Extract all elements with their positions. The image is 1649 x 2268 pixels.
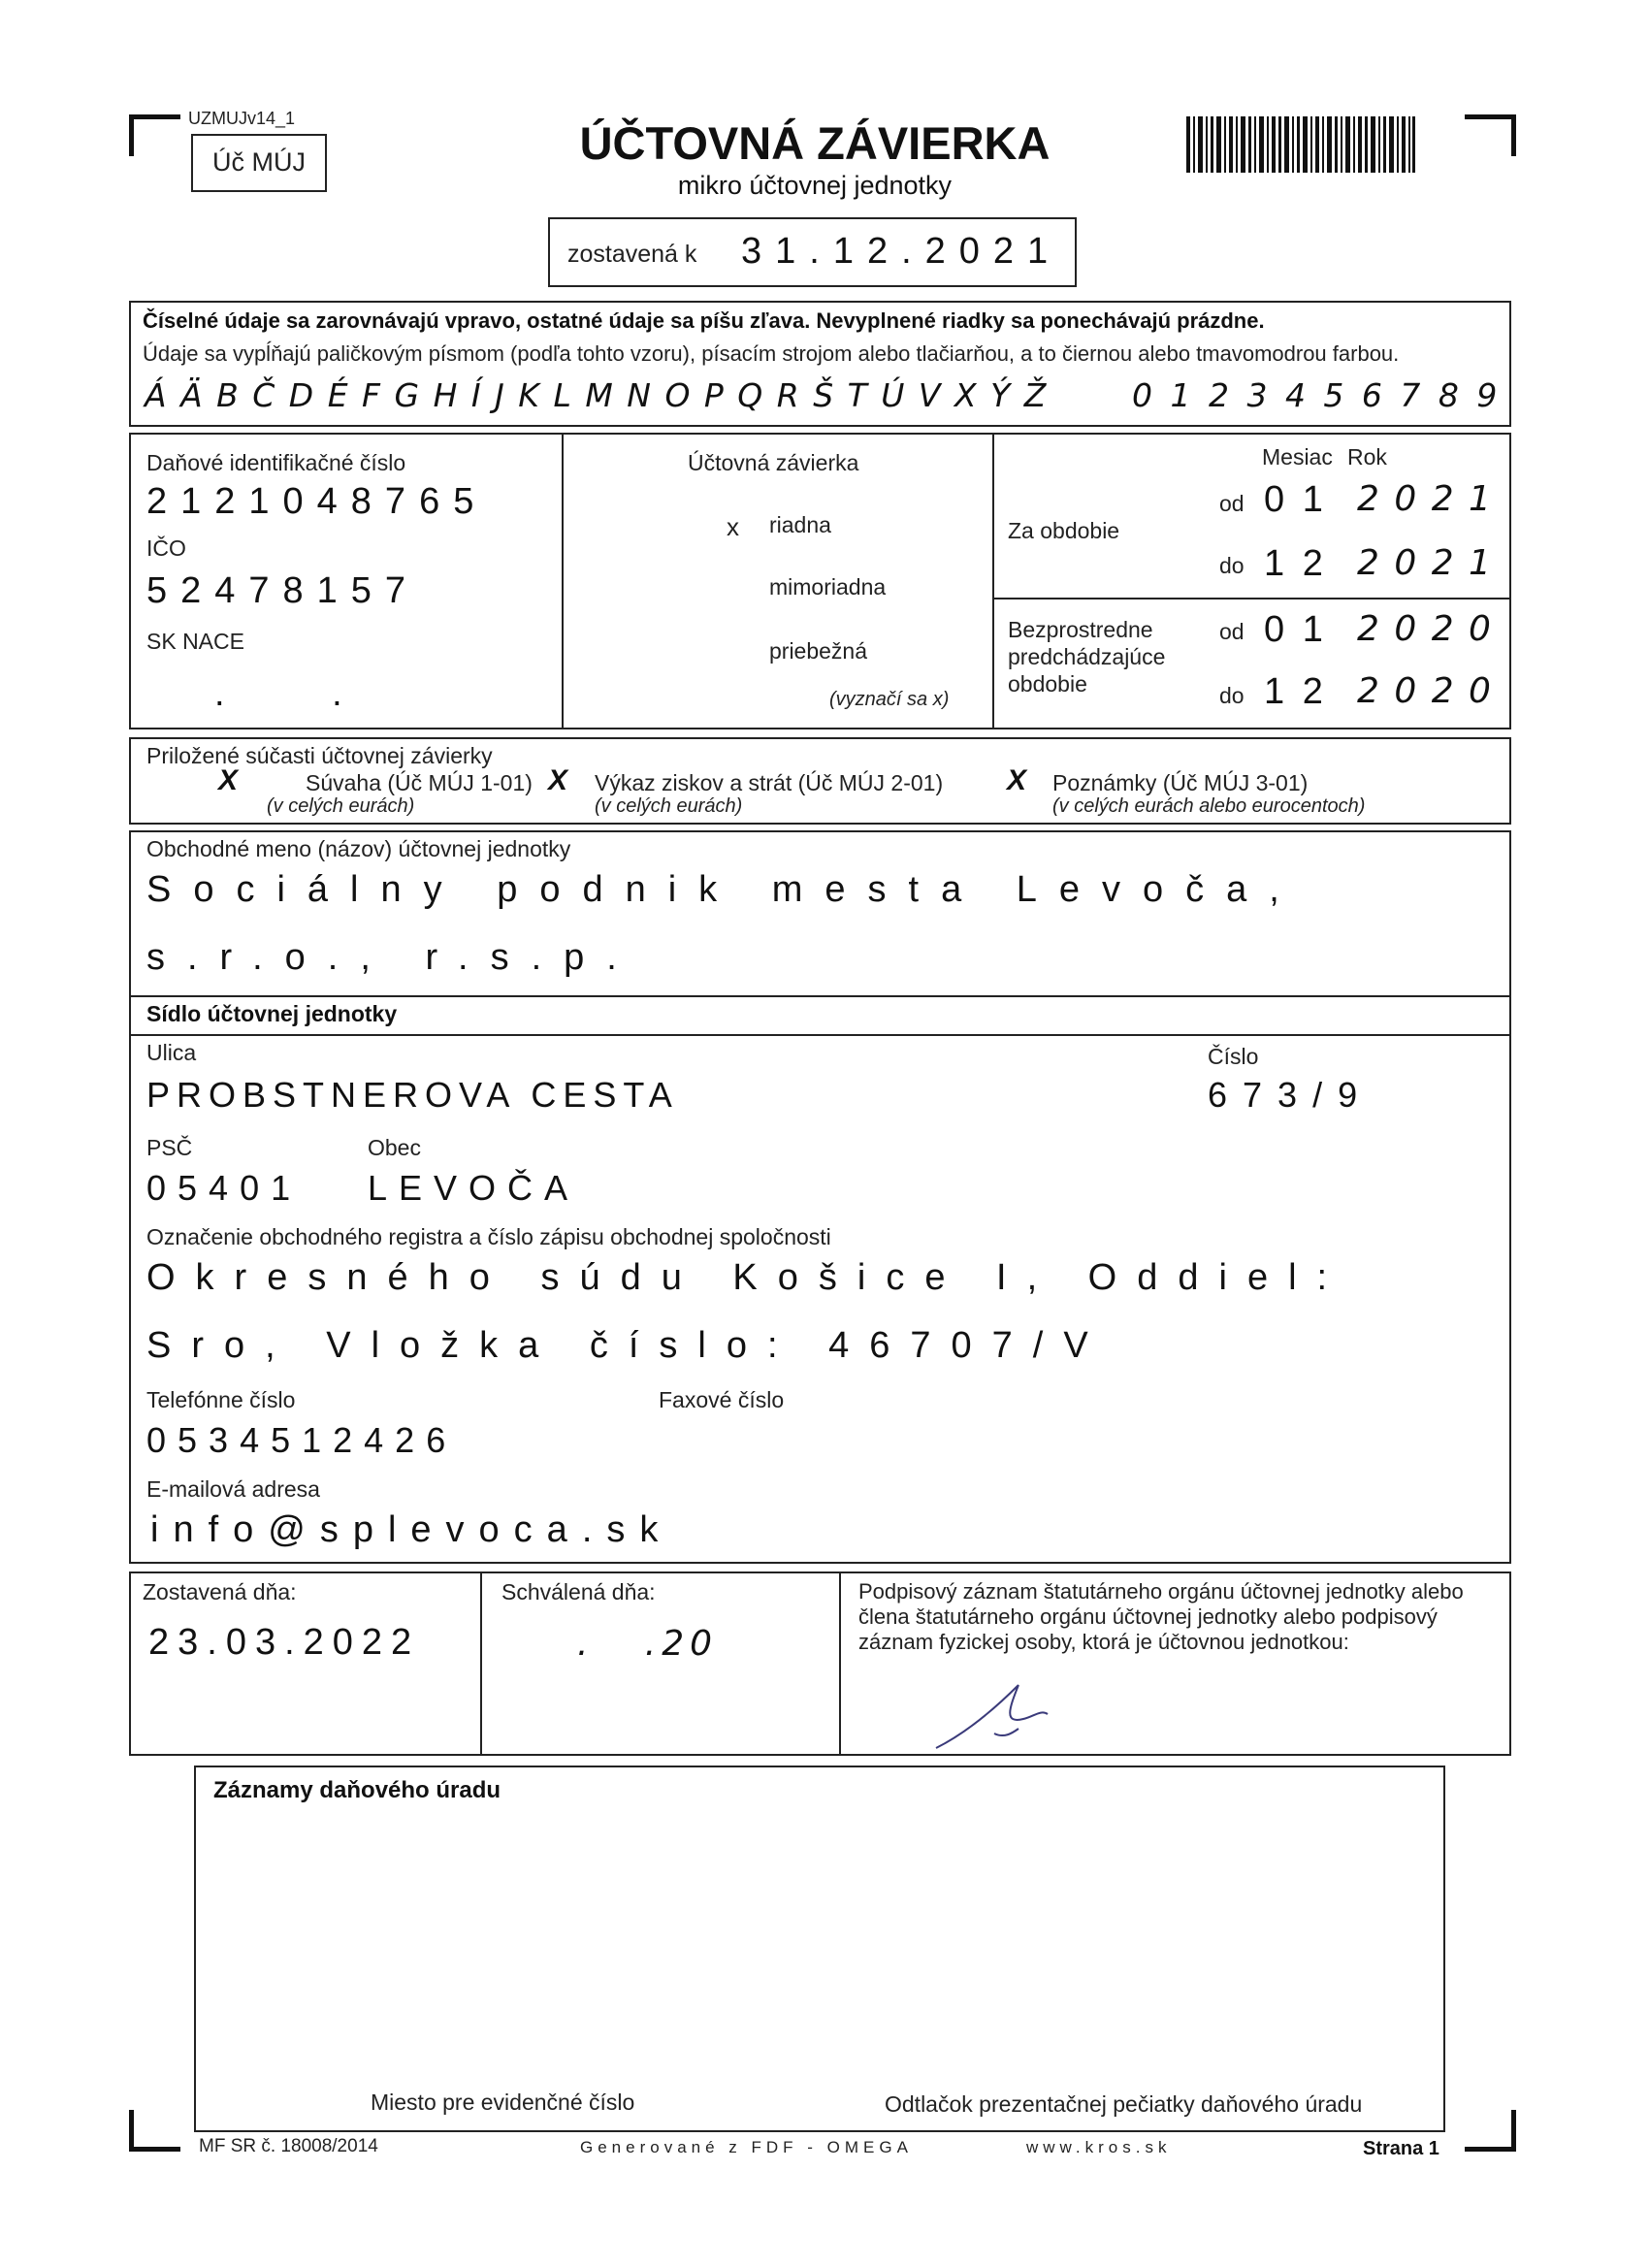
ico-label: IČO [146, 535, 186, 561]
seat-label: Sídlo účtovnej jednotky [146, 1001, 398, 1026]
street-value: PROBSTNEROVA CESTA [146, 1075, 679, 1115]
previous-period-label-2: predchádzajúce [1008, 644, 1166, 669]
attachment-name-1: Súvaha (Úč MÚJ 1-01) [306, 770, 533, 795]
statement-type-priebezna: priebežná [769, 638, 868, 664]
compiled-date: 31.12.2021 [741, 231, 1062, 272]
month-label: Mesiac [1262, 444, 1333, 470]
statement-type-riadna: riadna [769, 512, 831, 537]
register-line1: Okresného súdu Košice I, Oddiel: [146, 1257, 1348, 1298]
signature-section [129, 1571, 1511, 1756]
number-value: 673/9 [1208, 1075, 1374, 1115]
current-period-label: Za obdobie [1008, 518, 1120, 543]
compiled-on-value: 23.03.2022 [148, 1622, 421, 1663]
barcode-icon [1186, 116, 1415, 173]
letters-sample: Á Ä B Č D É F G H Í J K L M N O P Q R Š T Ú V X Ý Ž [145, 376, 1049, 414]
statement-type-note: (vyznačí sa x) [829, 689, 950, 710]
year-label: Rok [1347, 444, 1387, 470]
compiled-on-label: Zostavená dňa: [143, 1579, 297, 1604]
previous-to-month: 1 2 [1264, 671, 1327, 712]
corner-mark-bottom-left [129, 2110, 180, 2152]
tax-office-section [194, 1766, 1445, 2132]
compiled-date-box [548, 217, 1077, 287]
current-from-year: 2 0 2 1 [1357, 479, 1493, 519]
previous-from-label: od [1219, 619, 1245, 644]
evidence-label: Miesto pre evidenčné číslo [371, 2090, 635, 2115]
attachment-name-2: Výkaz ziskov a strát (Úč MÚJ 2-01) [595, 770, 944, 795]
statement-type-mimoriadna: mimoriadna [769, 574, 887, 599]
instructions-box [129, 301, 1511, 427]
attachment-name-3: Poznámky (Úč MÚJ 3-01) [1052, 770, 1309, 795]
dic-label: Daňové identifikačné číslo [146, 450, 406, 475]
attachment-mark-3: X [1007, 764, 1027, 796]
number-label: Číslo [1208, 1044, 1259, 1069]
stamp-label: Odtlačok prezentačnej pečiatky daňového úradu [885, 2091, 1363, 2117]
attachment-note-3: (v celých eurách alebo eurocentoch) [1052, 795, 1366, 817]
previous-period-label-3: obdobie [1008, 671, 1087, 697]
current-to-month: 1 2 [1264, 543, 1327, 584]
signature-scribble-icon [926, 1680, 1120, 1756]
previous-period-label-1: Bezprostredne [1008, 617, 1153, 642]
page-title: ÚČTOVNÁ ZÁVIERKA [579, 117, 1051, 169]
statement-type-label: Účtovná závierka [688, 450, 859, 475]
psc-label: PSČ [146, 1135, 193, 1160]
attachments-label: Priložené súčasti účtovnej závierky [146, 743, 493, 768]
previous-to-year: 2 0 2 0 [1357, 671, 1493, 711]
footer-page: Strana 1 [1363, 2138, 1439, 2159]
nace-label: SK NACE [146, 629, 244, 654]
digits-sample: 0 1 2 3 4 5 6 7 8 9 [1132, 376, 1502, 414]
dic-value: 2121048765 [146, 481, 488, 522]
phone-value: 0534512426 [146, 1420, 458, 1460]
previous-to-label: do [1219, 683, 1245, 708]
entity-name-line2: s.r.o., r.s.p. [146, 937, 639, 978]
footer-url: www.kros.sk [1026, 2138, 1172, 2156]
form-code: UZMUJv14_1 [188, 109, 296, 128]
attachments-section [129, 737, 1511, 825]
approved-on-label: Schválená dňa: [501, 1579, 656, 1604]
form-label-box [191, 134, 327, 192]
email-value: info@splevoca.sk [150, 1509, 673, 1550]
instructions-line1: Číselné údaje sa zarovnávajú vpravo, ostatné údaje sa píšu zľava. Nevyplnené riadky sa ponechávajú prázdne. [143, 308, 1265, 333]
attachment-note-1: (v celých eurách) [267, 795, 415, 817]
corner-mark-top-right [1465, 114, 1516, 156]
city-value: LEVOČA [368, 1168, 580, 1208]
street-label: Ulica [146, 1040, 197, 1065]
previous-from-month: 0 1 [1264, 609, 1327, 650]
attachment-mark-2: X [548, 764, 568, 796]
city-label: Obec [368, 1135, 421, 1160]
email-label: E-mailová adresa [146, 1476, 320, 1502]
phone-label: Telefónne číslo [146, 1387, 296, 1412]
identification-section [129, 433, 1511, 729]
attachment-note-2: (v celých eurách) [595, 795, 743, 817]
corner-mark-top-left [129, 114, 180, 156]
entity-name-label: Obchodné meno (názov) účtovnej jednotky [146, 836, 571, 861]
statement-type-mark-riadna: x [727, 512, 739, 541]
entity-name-line1: Sociálny podnik mesta Levoča, [146, 869, 1302, 910]
corner-mark-bottom-right [1465, 2110, 1516, 2152]
footer-left: MF SR č. 18008/2014 [199, 2136, 378, 2156]
current-from-month: 0 1 [1264, 479, 1327, 520]
footer-center: Generované z FDF - OMEGA [580, 2138, 913, 2156]
current-to-label: do [1219, 553, 1245, 578]
current-to-year: 2 0 2 1 [1357, 543, 1493, 583]
ico-value: 52478157 [146, 570, 420, 611]
instructions-line2: Údaje sa vypĺňajú paličkovým písmom (podľa tohto vzoru), písacím strojom alebo tlačiarňou, a to čiernou alebo tmavomodrou farbou. [143, 341, 1400, 366]
psc-value: 05401 [146, 1168, 303, 1208]
register-label: Označenie obchodného registra a číslo zápisu obchodnej spoločnosti [146, 1224, 831, 1249]
approved-on-value: . .20 [577, 1624, 719, 1664]
signature-text: Podpisový záznam štatutárneho orgánu účtovnej jednotky alebo člena štatutárneho orgánu účtovnej jednotky alebo podpisový záznam fyzickej osoby, ktorá je účtovnou jednotkou: [858, 1579, 1464, 1654]
previous-from-year: 2 0 2 0 [1357, 609, 1493, 649]
page-subtitle: mikro účtovnej jednotky [677, 171, 953, 200]
nace-value: . . [214, 673, 391, 714]
entity-section [129, 830, 1511, 1564]
register-line2: Sro, Vložka číslo: 46707/V [146, 1325, 1109, 1366]
current-from-label: od [1219, 491, 1245, 516]
form-label: Úč MÚJ [212, 147, 306, 177]
tax-office-title: Záznamy daňového úradu [213, 1777, 501, 1803]
compiled-label: zostavená k [567, 241, 697, 268]
attachment-mark-1: X [218, 764, 239, 796]
fax-label: Faxové číslo [659, 1387, 785, 1412]
